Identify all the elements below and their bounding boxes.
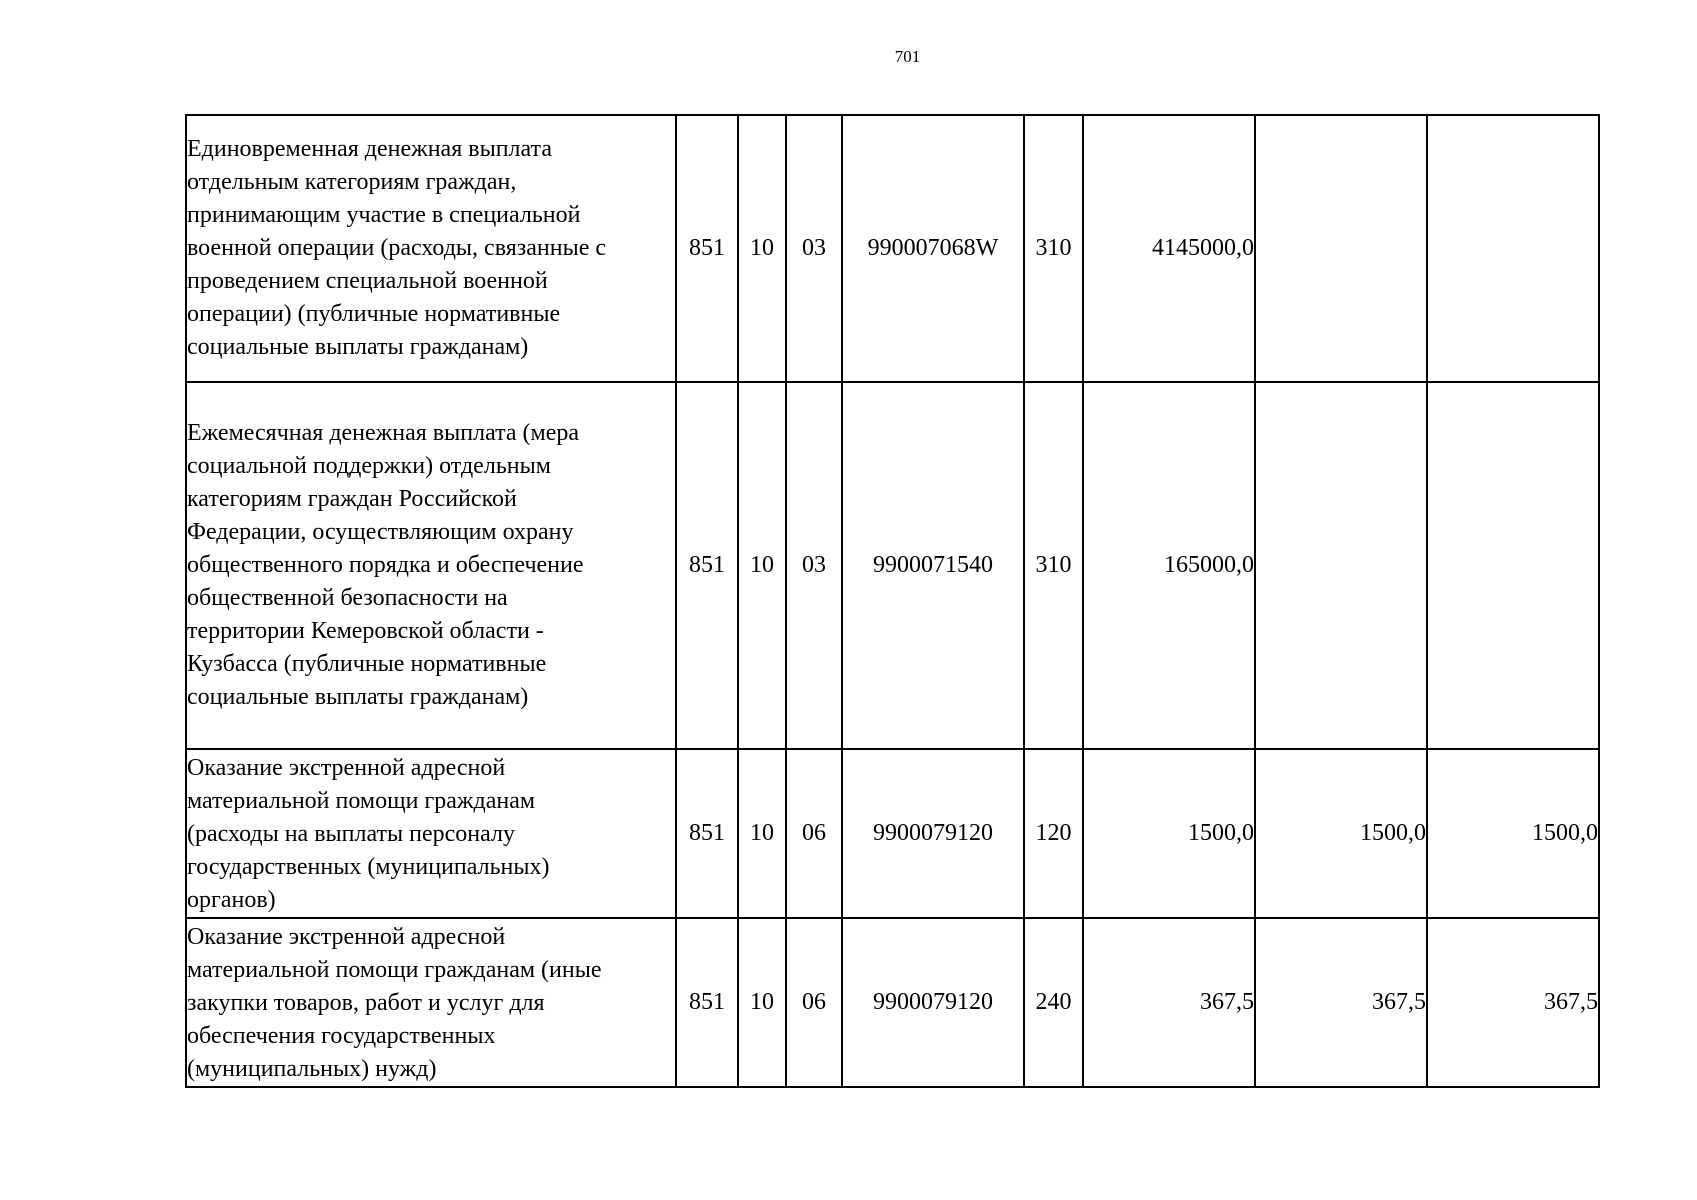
sum-3 <box>1427 382 1599 749</box>
section-code: 10 <box>738 918 786 1087</box>
expense-type-code: 310 <box>1024 115 1083 382</box>
sum-2: 1500,0 <box>1255 749 1427 918</box>
subsection-code: 06 <box>786 749 842 918</box>
expense-type-code: 240 <box>1024 918 1083 1087</box>
ministry-code: 851 <box>676 918 738 1087</box>
subsection-code: 03 <box>786 382 842 749</box>
ministry-code: 851 <box>676 382 738 749</box>
target-article-code: 9900071540 <box>842 382 1024 749</box>
page-number: 701 <box>894 47 921 66</box>
ministry-code: 851 <box>676 749 738 918</box>
sum-2 <box>1255 115 1427 382</box>
subsection-code: 03 <box>786 115 842 382</box>
section-code: 10 <box>738 115 786 382</box>
target-article-code: 990007068W <box>842 115 1024 382</box>
table-row <box>186 382 1599 749</box>
section-code: 10 <box>738 382 786 749</box>
table-row <box>186 749 1599 918</box>
table-row <box>186 918 1599 1087</box>
sum-2 <box>1255 382 1427 749</box>
row-description: Ежемесячная денежная выплата (мера социальной поддержки) отдельным категориям граждан Российской Федерации, осуществляющим охрану общественного порядка и обеспечение общественной безопасности на территории Кемеровской области - Кузбасса (публичные нормативные социальные выплаты гражданам) <box>186 382 676 749</box>
table-row <box>186 115 1599 382</box>
sum-3: 1500,0 <box>1427 749 1599 918</box>
sum-2: 367,5 <box>1255 918 1427 1087</box>
subsection-code: 06 <box>786 918 842 1087</box>
sum-3 <box>1427 115 1599 382</box>
target-article-code: 9900079120 <box>842 749 1024 918</box>
section-code: 10 <box>738 749 786 918</box>
row-description: Оказание экстренной адресной материальной помощи гражданам (расходы на выплаты персоналу государственных (муниципальных) органов) <box>186 749 676 918</box>
sum-3: 367,5 <box>1427 918 1599 1087</box>
sum-1: 1500,0 <box>1083 749 1255 918</box>
ministry-code: 851 <box>676 115 738 382</box>
budget-table <box>185 114 1600 1088</box>
expense-type-code: 120 <box>1024 749 1083 918</box>
expense-type-code: 310 <box>1024 382 1083 749</box>
row-description: Единовременная денежная выплата отдельным категориям граждан, принимающим участие в специальной военной операции (расходы, связанные с проведением специальной военной операции) (публичные нормативные социальные выплаты гражданам) <box>186 115 676 382</box>
sum-1: 4145000,0 <box>1083 115 1255 382</box>
row-description: Оказание экстренной адресной материальной помощи гражданам (иные закупки товаров, работ и услуг для обеспечения государственных (муниципальных) нужд) <box>186 918 676 1087</box>
sum-1: 165000,0 <box>1083 382 1255 749</box>
target-article-code: 9900079120 <box>842 918 1024 1087</box>
sum-1: 367,5 <box>1083 918 1255 1087</box>
